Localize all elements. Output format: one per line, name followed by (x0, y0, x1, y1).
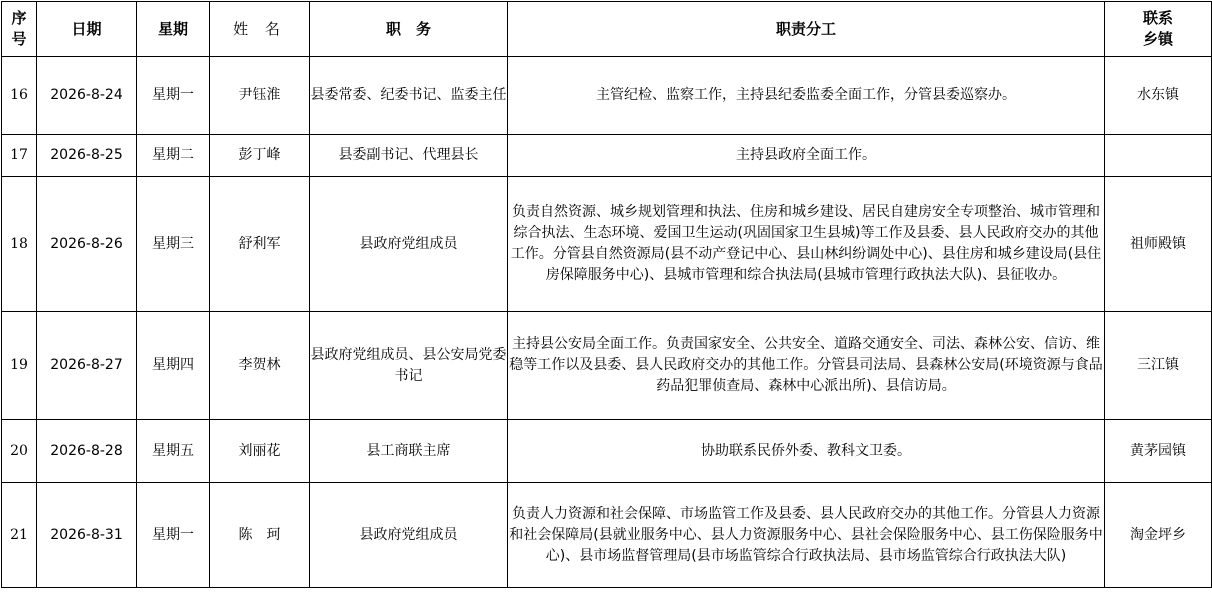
table-row (2, 135, 1212, 177)
row-position: 县政府党组成员 (310, 177, 508, 312)
row-position: 县委副书记、代理县长 (310, 135, 508, 177)
row-duties: 协助联系民侨外委、教科文卫委。 (508, 420, 1105, 483)
row-town (1105, 135, 1212, 177)
header-town: 联系 乡镇 (1105, 2, 1212, 57)
row-weekday: 星期四 (137, 312, 210, 420)
table-row (2, 312, 1212, 420)
row-town: 水东镇 (1105, 57, 1212, 135)
row-date: 2026-8-25 (37, 135, 137, 177)
row-seq: 19 (2, 312, 37, 420)
row-weekday: 星期一 (137, 483, 210, 588)
table-row (2, 57, 1212, 135)
row-duties: 主持县政府全面工作。 (508, 135, 1105, 177)
row-name: 舒利军 (210, 177, 310, 312)
row-weekday: 星期二 (137, 135, 210, 177)
header-seq: 序 号 (2, 2, 37, 57)
row-name: 尹钰淮 (210, 57, 310, 135)
header-position: 职 务 (310, 2, 508, 57)
row-seq: 17 (2, 135, 37, 177)
row-position: 县委常委、纪委书记、监委主任 (310, 57, 508, 135)
row-seq: 18 (2, 177, 37, 312)
row-town: 三江镇 (1105, 312, 1212, 420)
row-duties: 负责自然资源、城乡规划管理和执法、住房和城乡建设、居民自建房安全专项整治、城市管理和综合执法、生态环境、爱国卫生运动(巩固国家卫生县城)等工作及县委、县人民政府交办的其他工作。分管县自然资源局(县不动产登记中心、县山林纠纷调处中心)、县住房和城乡建设局(县住房保障服务中心)、县城市管理和综合执法局(县城市管理行政执法大队)、县征收办。 (508, 177, 1105, 312)
table-header-row (2, 2, 1212, 57)
table-row (2, 177, 1212, 312)
row-name: 陈 珂 (210, 483, 310, 588)
row-weekday: 星期一 (137, 57, 210, 135)
row-date: 2026-8-26 (37, 177, 137, 312)
row-duties: 负责人力资源和社会保障、市场监管工作及县委、县人民政府交办的其他工作。分管县人力资源和社会保障局(县就业服务中心、县人力资源服务中心、县社会保险服务中心、县工伤保险服务中心)、县市场监督管理局(县市场监管综合行政执法局、县市场监管综合行政执法大队) (508, 483, 1105, 588)
row-name: 李贺林 (210, 312, 310, 420)
row-name: 刘丽花 (210, 420, 310, 483)
row-name: 彭丁峰 (210, 135, 310, 177)
row-date: 2026-8-24 (37, 57, 137, 135)
row-weekday: 星期五 (137, 420, 210, 483)
row-date: 2026-8-27 (37, 312, 137, 420)
row-seq: 16 (2, 57, 37, 135)
row-duties: 主持县公安局全面工作。负责国家安全、公共安全、道路交通安全、司法、森林公安、信访、维稳等工作以及县委、县人民政府交办的其他工作。分管县司法局、县森林公安局(环境资源与食品药品犯罪侦查局、森林中心派出所)、县信访局。 (508, 312, 1105, 420)
row-position: 县工商联主席 (310, 420, 508, 483)
row-town: 祖师殿镇 (1105, 177, 1212, 312)
row-date: 2026-8-28 (37, 420, 137, 483)
header-weekday: 星期 (137, 2, 210, 57)
header-date: 日期 (37, 2, 137, 57)
row-town: 淘金坪乡 (1105, 483, 1212, 588)
row-position: 县政府党组成员、县公安局党委书记 (310, 312, 508, 420)
row-seq: 21 (2, 483, 37, 588)
row-position: 县政府党组成员 (310, 483, 508, 588)
row-weekday: 星期三 (137, 177, 210, 312)
table-row (2, 483, 1212, 588)
header-name: 姓 名 (210, 2, 310, 57)
table-row (2, 420, 1212, 483)
row-town: 黄茅园镇 (1105, 420, 1212, 483)
row-seq: 20 (2, 420, 37, 483)
duty-schedule-table (1, 1, 1212, 588)
row-date: 2026-8-31 (37, 483, 137, 588)
row-duties: 主管纪检、监察工作，主持县纪委监委全面工作，分管县委巡察办。 (508, 57, 1105, 135)
header-duties: 职责分工 (508, 2, 1105, 57)
